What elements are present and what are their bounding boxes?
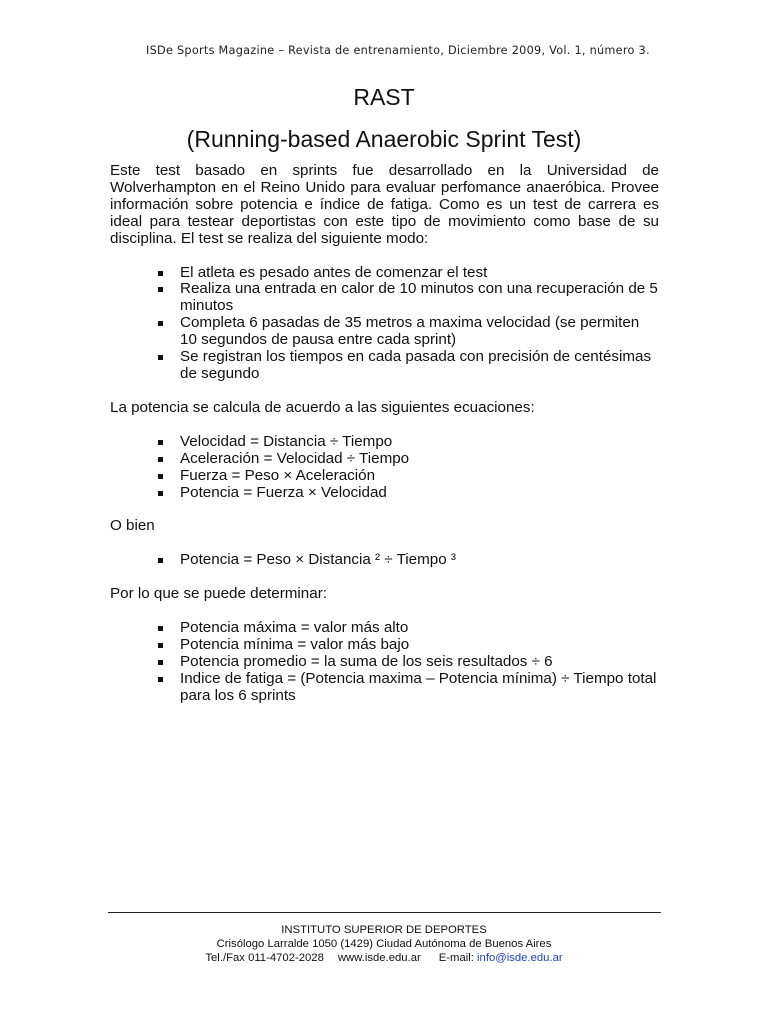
footer-website-link[interactable]: www.isde.edu.ar <box>337 951 421 964</box>
alt-equations-list <box>110 552 659 569</box>
footer-contact-line <box>0 952 768 966</box>
bullet-square-icon <box>158 491 163 496</box>
bullet-square-icon <box>158 440 163 445</box>
bullet-square-icon <box>158 287 163 292</box>
alt-intro-paragraph: O bien <box>110 517 155 535</box>
bullet-square-icon <box>158 474 163 479</box>
bullet-square-icon <box>158 558 163 563</box>
footer-divider <box>108 912 661 913</box>
page-footer <box>0 924 768 965</box>
list-item: Potencia = Fuerza × Velocidad <box>180 485 659 502</box>
list-item: Indice de fatiga = (Potencia maxima – Potencia mínima) ÷ Tiempo total para los 6 sprints <box>180 671 659 705</box>
footer-email-link[interactable]: info@isde.edu.ar <box>477 951 563 964</box>
document-subtitle: (Running-based Anaerobic Sprint Test) <box>186 126 582 152</box>
procedure-list <box>110 265 659 383</box>
list-item: Potencia promedio = la suma de los seis resultados ÷ 6 <box>180 654 659 671</box>
bullet-square-icon <box>158 643 163 648</box>
power-intro-paragraph: La potencia se calcula de acuerdo a las siguientes ecuaciones: <box>110 398 535 416</box>
list-item: Realiza una entrada en calor de 10 minutos con una recuperación de 5 minutos <box>180 281 659 315</box>
running-header: ISDe Sports Magazine – Revista de entrenamiento, Diciembre 2009, Vol. 1, número 3. <box>146 44 650 57</box>
document-body <box>110 163 659 705</box>
list-item: Fuerza = Peso × Aceleración <box>180 468 659 485</box>
list-item: El atleta es pesado antes de comenzar el test <box>180 265 659 282</box>
list-item: Potencia = Peso × Distancia ² ÷ Tiempo ³ <box>180 552 659 569</box>
results-intro-paragraph: Por lo que se puede determinar: <box>110 585 327 603</box>
bullet-square-icon <box>158 660 163 665</box>
list-item: Potencia máxima = valor más alto <box>180 620 659 637</box>
bullet-square-icon <box>158 457 163 462</box>
bullet-square-icon <box>158 355 163 360</box>
document-title: RAST <box>353 84 415 110</box>
list-item: Se registran los tiempos en cada pasada con precisión de centésimas de segundo <box>180 349 659 383</box>
bullet-square-icon <box>158 677 163 682</box>
footer-phone: Tel./Fax 011-4702-2028 <box>205 951 324 964</box>
bullet-square-icon <box>158 626 163 631</box>
bullet-square-icon <box>158 321 163 326</box>
results-list <box>110 620 659 705</box>
footer-address: Crisólogo Larralde 1050 (1429) Ciudad Autónoma de Buenos Aires <box>216 937 552 950</box>
list-item: Aceleración = Velocidad ÷ Tiempo <box>180 451 659 468</box>
footer-email-label: E-mail: <box>438 951 474 964</box>
intro-paragraph: Este test basado en sprints fue desarrollado en la Universidad de Wolverhampton en el Reino Unido para evaluar perfomance anaeróbica. Provee información sobre potencia e índice de fatiga. Como es un test de carrera es ideal para testear deportistas con este tipo de movimiento como base de su disciplina. El test se realiza del siguiente modo: <box>110 162 659 247</box>
equations-list <box>110 434 659 502</box>
bullet-square-icon <box>158 271 163 276</box>
list-item: Velocidad = Distancia ÷ Tiempo <box>180 434 659 451</box>
footer-institution: INSTITUTO SUPERIOR DE DEPORTES <box>281 924 487 936</box>
list-item: Completa 6 pasadas de 35 metros a maxima velocidad (se permiten 10 segundos de pausa entre cada sprint) <box>180 315 659 349</box>
list-item: Potencia mínima = valor más bajo <box>180 637 659 654</box>
